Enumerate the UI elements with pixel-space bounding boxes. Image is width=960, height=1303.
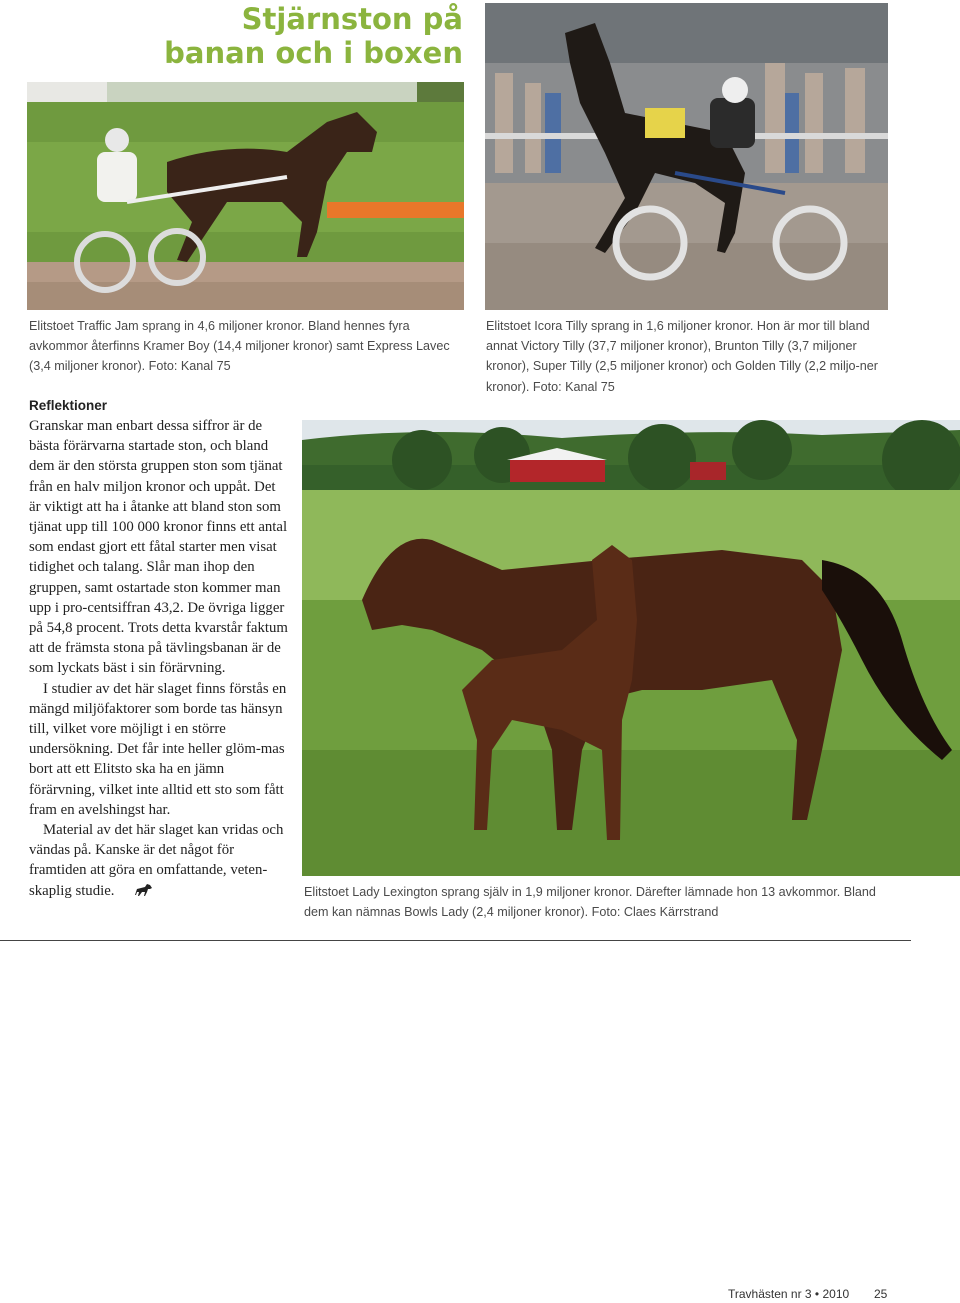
headline-line-2: banan och i boxen [164,36,463,70]
photo-traffic-jam [27,82,464,310]
photo-icora-tilly [485,3,888,310]
headline-line-1: Stjärnston på [241,2,463,36]
page-divider [0,940,911,941]
article-paragraph-2: I studier av det här slaget finns förstås en mängd miljöfaktorer som borde tas hänsyn till, vilket vore möjligt i en större undersökning. Det får inte heller glöm-mas bort att ett Elitsto ska ha en jämn förärvning, vilket inte alltid ett sto som fått fram en avelshingst har. [29,680,287,818]
footer-magazine: Travhästen nr 3 • 2010 [728,1287,850,1301]
caption-photo-1: Elitstoet Traffic Jam sprang in 4,6 miljoner kronor. Bland hennes fyra avkommor återfinns Kramer Boy (14,4 miljoner kronor) samt Express Lavec (3,4 miljoner kronor). Foto: Kanal 75 [29,319,450,374]
article-body [29,396,289,901]
caption-photo-3: Elitstoet Lady Lexington sprang själv in 1,9 miljoner kronor. Därefter lämnade hon 13 avkommor. Bland dem kan nämnas Bowls Lady (2,4 miljoner kronor). Foto: Claes Kärrstrand [304,885,876,920]
article-paragraph-1: Granskar man enbart dessa siffror är de bästa förärvarna startade ston, och bland dem är den största gruppen ston som tjänat från en halv miljon kronor och uppåt. Det är viktigt att ha i åtanke att bland ston som tjänat upp till 100 000 kronor finns ett antal som endast gjort ett fåtal starter men visat tidighet och talang. Slår man ihop den gruppen, samt ostartade ston kommer man upp i pro-centsiffran 43,2. De övriga ligger på 54,8 procent. Trots detta kvarstår faktum att de främsta stona på tävlingsbanan är de som lyckats bäst i sin förärvning. [29,418,288,677]
article-paragraph-3: Material av det här slaget kan vridas och vändas på. Kanske är det något för framtiden att göra en omfattande, veten-skaplig studie. [29,822,284,899]
article-heading: Reflektioner [29,398,108,413]
caption-photo-2: Elitstoet Icora Tilly sprang in 1,6 miljoner kronor. Hon är mor till bland annat Victory Tilly (37,7 miljoner kronor), Brunton Tilly (3,7 miljoner kronor), Super Tilly (2,5 miljoner kronor) och Golden Tilly (2,2 miljo-ner kronor). Foto: Kanal 75 [486,319,878,394]
horse-endmark-icon [119,883,139,897]
headline [150,2,463,70]
photo-lady-lexington [302,420,960,876]
page-number: 25 [874,1287,888,1301]
